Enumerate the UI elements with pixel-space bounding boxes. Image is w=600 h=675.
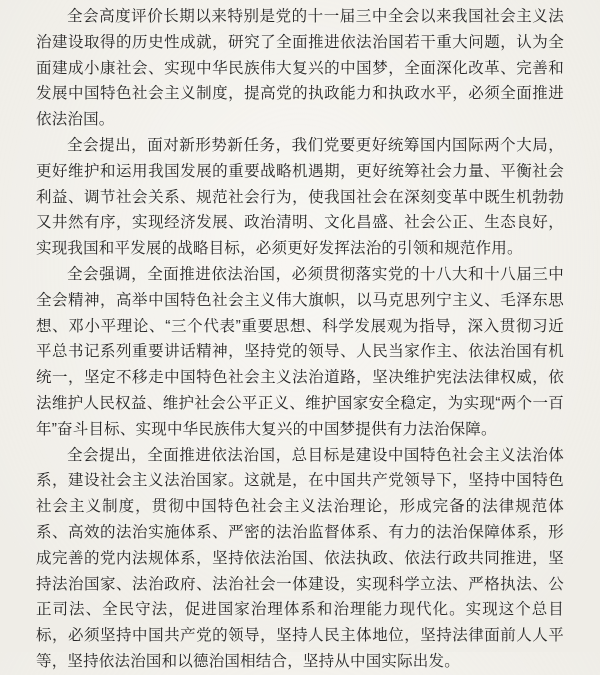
paragraph-4: 全会提出，全面推进依法治国，总目标是建设中国特色社会主义法治体系，建设社会主义法治国家。这就是，在中国共产党领导下，坚持中国特色社会主义制度，贯彻中国特色社会主义法治理论，形成完备的法律规范体系、高效的法治实施体系、严密的法治监督体系、有力的法治保障体系，形成完善的党内法规体系，坚持依法治国、依法执政、依法行政共同推进，坚持法治国家、法治政府、法治社会一体建设，实现科学立法、严格执法、公正司法、全民守法，促进国家治理体系和治理能力现代化。实现这个总目标，必须坚持中国共产党的领导，坚持人民主体地位，坚持法律面前人人平等，坚持依法治国和以德治国相结合，坚持从中国实际出发。 [36,446,564,670]
paragraph-2: 全会提出，面对新形势新任务，我们党要更好统筹国内国际两个大局，更好维护和运用我国发展的重要战略机遇期，更好统筹社会力量、平衡社会利益、调节社会关系、规范社会行为，使我国社会在深刻变革中既生机勃勃又井然有序，实现经济发展、政治清明、文化昌盛、社会公正、生态良好，实现我国和平发展的战略目标，必须更好发挥法治的引领和规范作用。 [36,136,564,258]
paragraph-3: 全会强调，全面推进依法治国，必须贯彻落实党的十八大和十八届三中全会精神，高举中国特色社会主义伟大旗帜，以马克思列宁主义、毛泽东思想、邓小平理论、“三个代表”重要思想、科学发展观为指导，深入贯彻习近平总书记系列重要讲话精神，坚持党的领导、人民当家作主、依法治国有机统一，坚定不移走中国特色社会主义法治道路，坚决维护宪法法律权威，依法维护人民权益、维护社会公平正义、维护国家安全稳定，为实现“两个一百年”奋斗目标、实现中华民族伟大复兴的中国梦提供有力法治保障。 [36,265,564,438]
paragraph-1: 全会高度评价长期以来特别是党的十一届三中全会以来我国社会主义法治建设取得的历史性成就，研究了全面推进依法治国若干重大问题，认为全面建成小康社会、实现中华民族伟大复兴的中国梦，全面深化改革、完善和发展中国特色社会主义制度，提高党的执政能力和执政水平，必须全面推进依法治国。 [36,8,564,129]
